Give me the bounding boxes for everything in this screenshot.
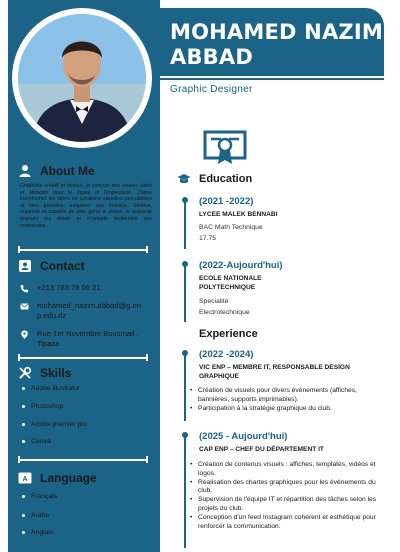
experience-task: • Supervision de l'équipe IT et répartition des tâches selon les projets du club. (190, 496, 390, 513)
timeline-dot (182, 197, 188, 203)
experience-task: • Participation à la stratégie graphique du club. (190, 405, 390, 414)
contact-heading-label: Contact (40, 259, 85, 273)
contact-email[interactable] (20, 301, 145, 321)
experience-task: • Conception d'un feed Instagram cohérent et esthétique pour renforcer la communication. (190, 514, 390, 531)
language-heading (18, 471, 97, 485)
timeline-dot (182, 350, 188, 356)
experience-period: (2025 - Aujourd'hui) (199, 431, 288, 442)
email-address: mohamed_nazim.abbad@g.en p.edu.dz (37, 301, 141, 320)
skills-heading-label: Skills (40, 366, 72, 380)
candidate-name: MOHAMED NAZIM ABBAD (170, 20, 383, 69)
contact-heading (18, 259, 85, 273)
timeline-line (184, 351, 186, 421)
skill-item: Adobe premier pro (22, 421, 87, 428)
contact-phone[interactable] (20, 283, 145, 293)
mail-icon (20, 302, 29, 311)
job-title: Graphic Designer (170, 84, 253, 95)
timeline-dot (182, 261, 188, 267)
section-divider (18, 249, 148, 251)
title-underline (160, 78, 384, 80)
skill-item: Adobe illustrator (22, 385, 80, 392)
language-item: Arabe (22, 512, 49, 519)
timeline-line (184, 262, 186, 322)
education-detail: Electrotechnique (199, 309, 250, 316)
timeline-line (184, 433, 186, 548)
education-period: (2021 -2022) (199, 196, 254, 207)
svg-text:A: A (22, 476, 28, 483)
education-detail: BAC Math Technique (199, 224, 263, 231)
tools-icon (18, 366, 32, 380)
language-item: Anglais (22, 529, 53, 536)
skills-heading (18, 366, 71, 380)
experience-role: VIC ENP – MEMBRE IT, RESPONSABLE DESIGN GRAPHIQUE (199, 364, 350, 380)
phone-number: +213 783 76 06 21 (37, 283, 101, 292)
profile-photo (18, 14, 146, 142)
timeline-dot (182, 432, 188, 438)
education-heading (177, 173, 252, 185)
education-institution: ECOLE NATIONALE POLYTECHNIQUE (199, 275, 262, 291)
experience-heading: Experience (199, 328, 258, 340)
phone-icon (20, 284, 29, 293)
education-detail: Specialité (199, 298, 229, 305)
location-pin-icon (20, 330, 29, 339)
about-heading-label: About Me (40, 164, 95, 178)
postal-address: Rue 1er Novembre Bousmail , Tipaza (37, 329, 139, 348)
experience-role: CAP ENP – CHEF DU DÉPARTEMENT IT (199, 446, 324, 453)
education-detail: 17.75 (199, 235, 217, 242)
experience-task: • Création de visuels pour divers événements (affiches, bannières, supports imprimables). (190, 387, 390, 404)
skill-item: Canva (22, 438, 51, 445)
certificate-icon (203, 130, 247, 166)
experience-task-list (190, 461, 390, 532)
about-text: Graphiste créatif et motivé, je conçois des visuels clairs et attractifs pour le digital et l'impression. J'aime transformer les idées en créations visuelles percutantes et bien pensées, adaptées aux besoins. Sérieux, organisé et capable de bien gérer le stress, je respecte toujours les délais et m'adapte facilement aux contraintes. (20, 183, 152, 229)
language-heading-label: Language (40, 471, 97, 485)
education-heading-label: Education (199, 173, 253, 185)
translate-icon (18, 471, 32, 485)
experience-period: (2022 -2024) (199, 349, 254, 360)
timeline-line (184, 199, 186, 249)
experience-task: • Création de contenus visuels : affiches, templates, vidéos et logos. (190, 461, 390, 478)
experience-task-list (190, 387, 390, 414)
about-heading (18, 164, 95, 178)
contact-address (20, 329, 145, 349)
language-item: Français (22, 493, 57, 500)
experience-task: • Réalisation des chartes graphiques pour les événements du club. (190, 479, 390, 496)
education-period: (2022-Aujourd'hui) (199, 260, 283, 271)
graduation-cap-icon (177, 173, 191, 185)
education-institution: LYCEE MALEK BENNABI (199, 211, 278, 218)
section-divider (18, 357, 148, 359)
skill-item: Photoshop (22, 403, 64, 410)
user-icon (18, 164, 32, 178)
section-divider (18, 459, 148, 461)
id-card-icon (18, 259, 32, 273)
